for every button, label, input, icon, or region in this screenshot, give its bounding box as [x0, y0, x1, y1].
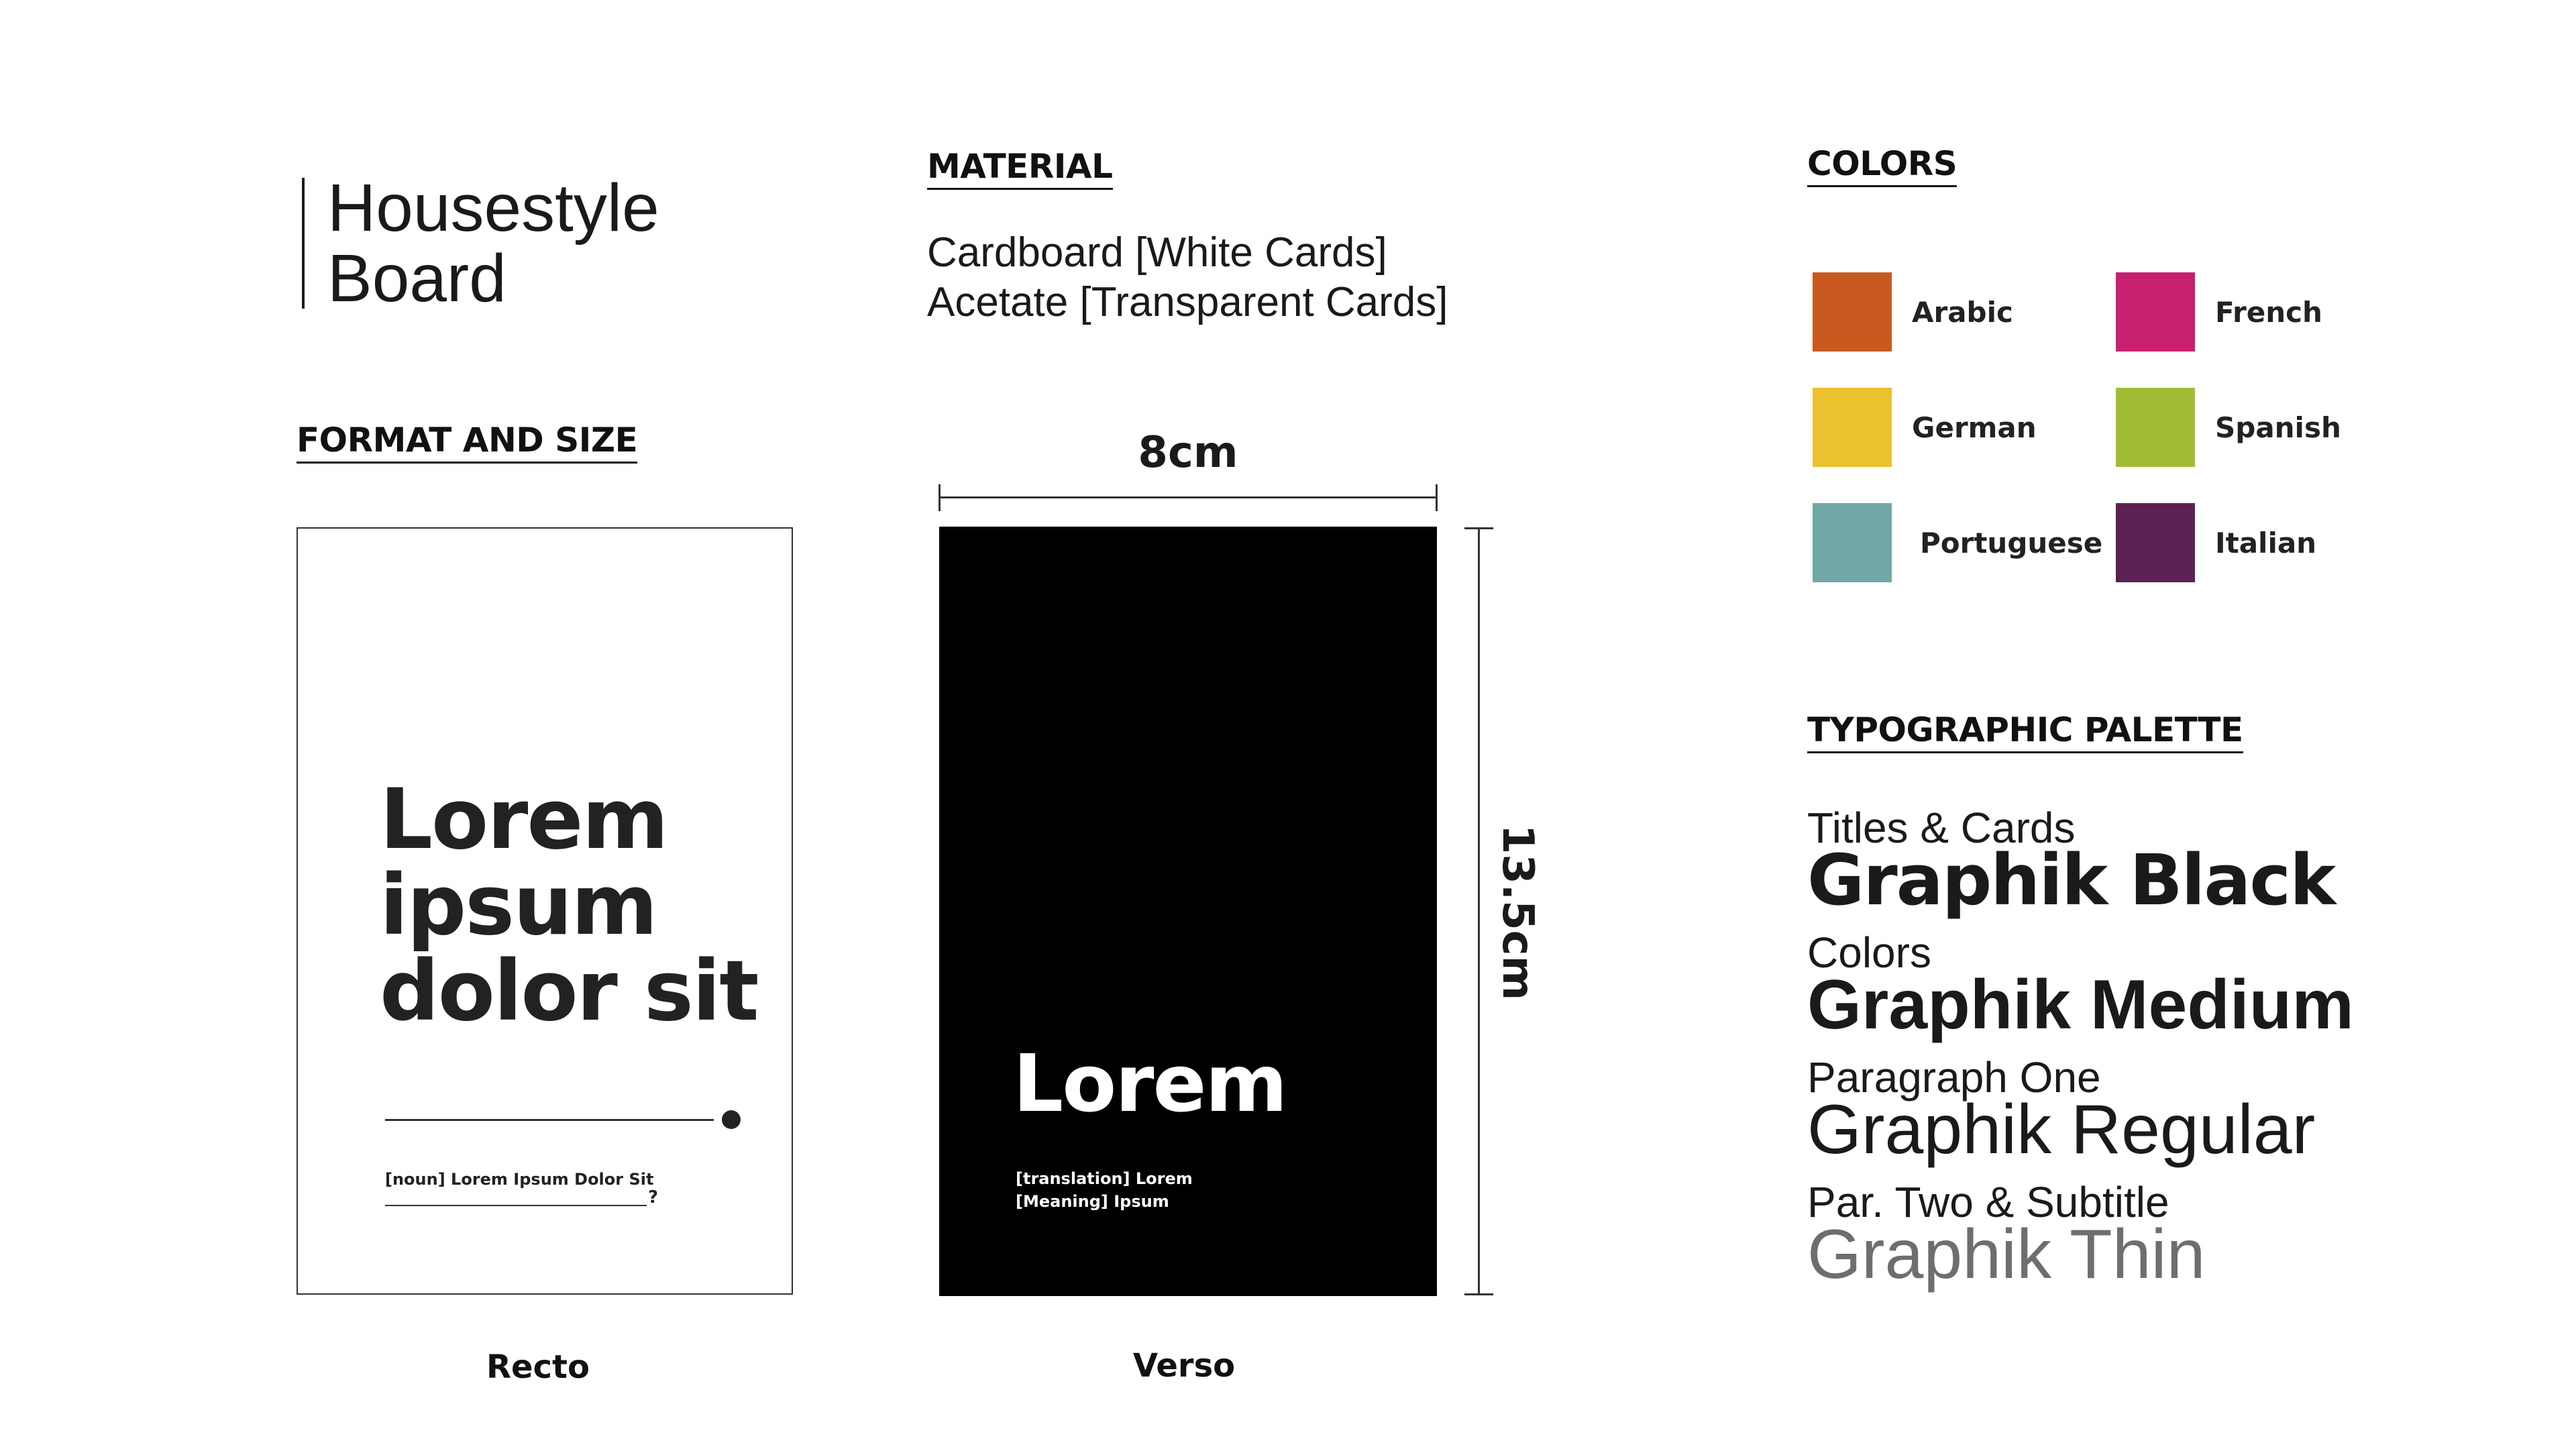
recto-definition: [noun] Lorem Ipsum Dolor Sit: [385, 1170, 654, 1189]
verso-translation: [translation] Lorem: [1016, 1169, 1193, 1188]
verso-word: Lorem: [1013, 1037, 1287, 1130]
recto-answer-line: [385, 1205, 647, 1206]
width-dimension-tick: [1436, 484, 1438, 511]
width-dimension-tick: [938, 484, 941, 511]
material-item: Cardboard [White Cards]: [927, 229, 1387, 276]
width-dimension-label: 8cm: [1138, 428, 1238, 478]
recto-divider: [385, 1119, 714, 1121]
recto-headline-line: Lorem: [380, 771, 667, 868]
swatch-spanish: [2116, 388, 2195, 467]
recto-headline: [380, 771, 758, 1040]
material-item: Acetate [Transparent Cards]: [927, 279, 1448, 325]
height-dimension-line: [1478, 528, 1480, 1295]
type-role-titles: Titles & Cards: [1807, 804, 2076, 852]
type-role-paragraph-two: Par. Two & Subtitle: [1807, 1178, 2169, 1226]
type-face-thin: Graphik Thin: [1807, 1216, 2206, 1293]
colors-heading: COLORS: [1807, 145, 1957, 187]
recto-question-mark: ?: [648, 1187, 659, 1208]
page-title-line-2: Board: [327, 241, 506, 316]
typographic-palette-heading: TYPOGRAPHIC PALETTE: [1807, 711, 2243, 753]
swatch-arabic: [1813, 272, 1892, 352]
type-role-paragraph-one: Paragraph One: [1807, 1053, 2101, 1102]
swatch-italian: [2116, 503, 2195, 582]
swatch-label-german: German: [1912, 411, 2037, 444]
recto-caption: Recto: [486, 1348, 590, 1386]
swatch-label-spanish: Spanish: [2215, 411, 2341, 444]
type-face-medium: Graphik Medium: [1807, 966, 2354, 1044]
swatch-label-arabic: Arabic: [1912, 296, 2013, 329]
verso-meaning: [Meaning] Ipsum: [1016, 1192, 1169, 1211]
swatch-portuguese: [1813, 503, 1892, 582]
page-title: [327, 170, 659, 316]
material-list: [927, 228, 1448, 327]
swatch-french: [2116, 272, 2195, 352]
swatch-german: [1813, 388, 1892, 467]
swatch-label-italian: Italian: [2215, 527, 2317, 559]
recto-headline-line: ipsum: [380, 857, 657, 954]
verso-caption: Verso: [1132, 1347, 1236, 1385]
title-accent-bar: [302, 178, 305, 309]
width-dimension-line: [939, 496, 1437, 498]
height-dimension-tick: [1464, 1293, 1493, 1295]
height-dimension-tick: [1464, 527, 1493, 529]
page-title-line-1: Housestyle: [327, 170, 659, 246]
recto-bullet-dot: [722, 1110, 741, 1129]
format-size-heading: FORMAT AND SIZE: [297, 421, 637, 464]
type-role-colors: Colors: [1807, 928, 1931, 977]
recto-card: [297, 527, 793, 1295]
type-face-black: Graphik Black: [1807, 839, 2335, 921]
verso-card: [939, 527, 1437, 1296]
swatch-label-portuguese: Portuguese: [1920, 527, 2103, 559]
material-heading: MATERIAL: [927, 148, 1113, 190]
type-face-regular: Graphik Regular: [1807, 1091, 2316, 1169]
verso-subtext: [1016, 1167, 1193, 1213]
recto-headline-line: dolor sit: [380, 943, 758, 1040]
height-dimension-label: 13.5cm: [1493, 824, 1542, 1001]
swatch-label-french: French: [2215, 296, 2322, 329]
